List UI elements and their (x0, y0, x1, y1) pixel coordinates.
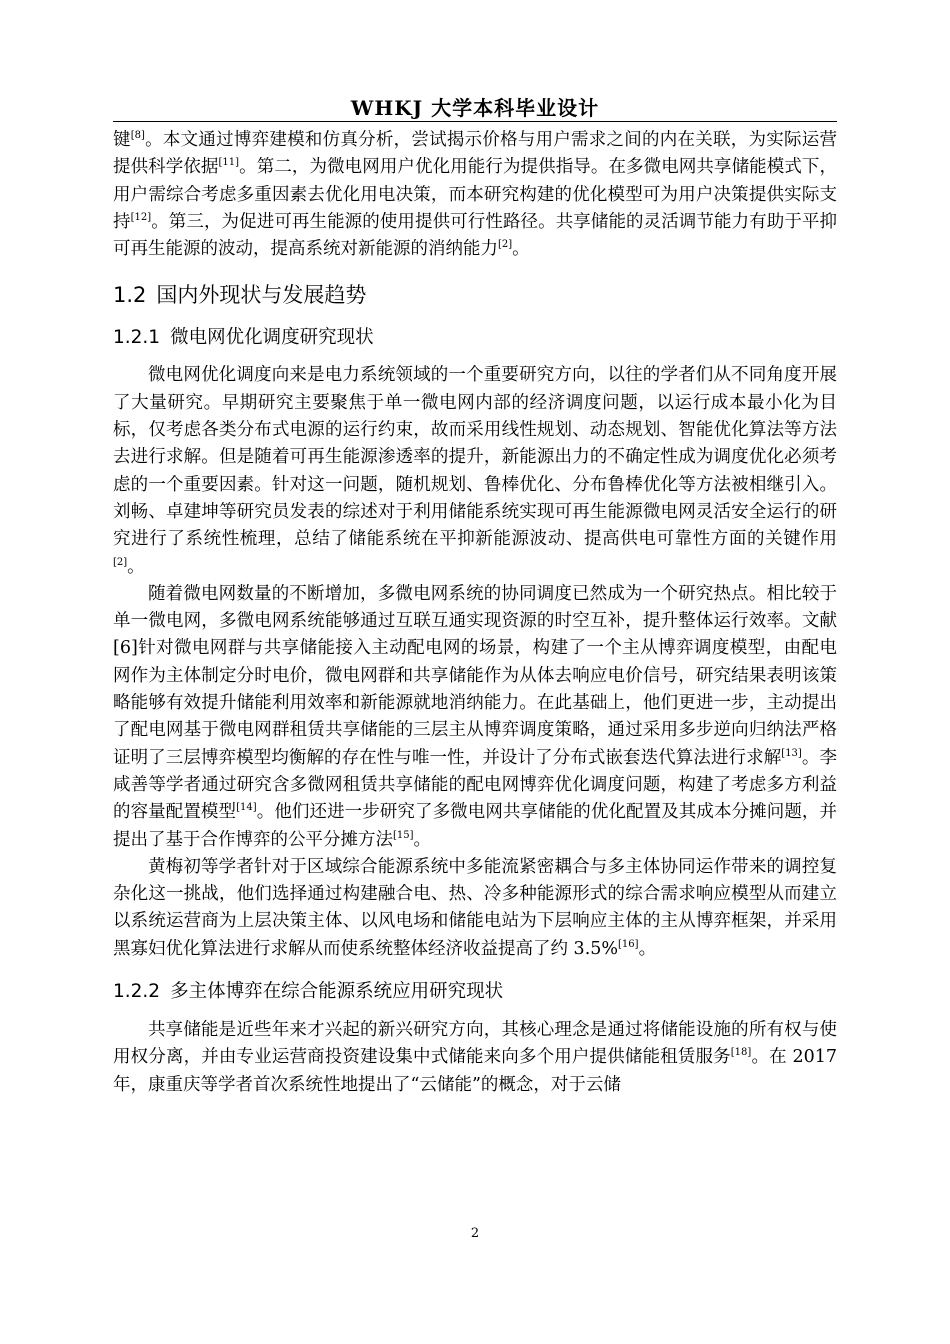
subsection-title: 多主体博弈在综合能源系统应用研究现状 (170, 981, 504, 1003)
text-run: 。他们还进一步研究了多微电网共享储能的优化配置及其成本分摊问题，并提出了基于合作博弈的公平分摊方法 (113, 802, 837, 850)
paragraph-integrated-energy (113, 854, 837, 963)
text-run: 。 (512, 239, 530, 260)
citation-ref: [15] (393, 829, 414, 841)
header-rule (113, 121, 837, 122)
section-number: 1.2 (113, 283, 147, 308)
page-number: 2 (470, 1226, 480, 1241)
text-run: 。李咸善等学者通过研究含多微网租赁共享储能的配电网博弈优化调度问题，构建了考虑多方利益的容量配置模型 (113, 747, 838, 823)
subsection-title: 微电网优化调度研究现状 (170, 327, 374, 349)
text-run: 微电网优化调度向来是电力系统领域的一个重要研究方向，以往的学者们从不同角度开展了大量研究。早期研究主要聚焦于单一微电网内部的经济调度问题，以运行成本最小化为目标，仅考虑各类分布式电源的运行约束，故而采用线性规划、动态规划、智能优化算法等方法去进行求解。但是随着可再生能源渗透率的提升，新能源出力的不确定性成为调度优化必须考虑的一个重要因素。针对这一问题，随机规划、鲁棒优化、分布鲁棒优化等方法被相继引入。刘畅、卓建坤等研究员发表的综述对于利用储能系统实现可再生能源微电网灵活安全运行的研究进行了系统性梳理，总结了储能系统在平抑新能源波动、提高供电可靠性方面的关键作用 (113, 365, 837, 550)
citation-ref: [2] (498, 239, 513, 251)
citation-ref: [11] (218, 157, 240, 169)
subsection-number: 1.2.2 (113, 981, 161, 1003)
text-run: 。在 2017 年，康重庆等学者首次系统性地提出了“云储能”的概念，对于云储 (113, 1047, 837, 1095)
text-run: 共享储能是近些年来才兴起的新兴研究方向，其核心理念是通过将储能设施的所有权与使用权分离，并由专业运营商投资建设集中式储能来向多个用户提供储能租赁服务 (113, 1020, 837, 1068)
paragraph-intro-continuation (113, 127, 837, 263)
text-run: 。本文通过博弈建模和仿真分析，尝试揭示价格与用户需求之间的内在关联，为实际运营提供科学依据 (113, 130, 838, 178)
subsection-heading-1-2-2 (113, 977, 837, 1003)
subsection-number: 1.2.1 (113, 327, 161, 349)
citation-ref: [13] (781, 747, 802, 759)
citation-ref: [16] (618, 938, 639, 950)
citation-ref: [14] (236, 802, 257, 814)
citation-ref: [8] (130, 130, 145, 141)
paragraph-microgrid-scheduling (113, 362, 837, 580)
paragraph-multi-microgrid (113, 581, 837, 854)
text-run: 。第三，为促进可再生能源的使用提供可行性路径。共享储能的灵活调节能力有助于平抑可再生能源的波动，提高系统对新能源的消纳能力 (113, 211, 838, 260)
text-run: 黄梅初等学者针对于区域综合能源系统中多能流紧密耦合与多主体协同运作带来的调控复杂化这一挑战，他们选择通过构建融合电、热、冷多种能源形式的综合需求响应模型从而建立以系统运营商为上层决策主体、以风电场和储能电站为下层响应主体的主从博弈框架，并采用黑寡妇优化算法进行求解从而使系统整体经济收益提高了约 3.5% (113, 856, 837, 959)
subsection-heading-1-2-1 (113, 323, 837, 349)
text-run: 。 (127, 556, 145, 577)
paragraph-shared-storage (113, 1017, 837, 1099)
page-body (113, 127, 837, 1099)
citation-ref: [18] (730, 1047, 752, 1059)
citation-ref: [12] (130, 211, 152, 223)
page-header: WHKJ 大学本科毕业设计 (350, 96, 600, 120)
section-heading-1-2 (113, 279, 837, 309)
text-run: 。第二，为微电网用户优化用能行为提供指导。在多微电网共享储能模式下，用户需综合考虑多重因素去优化用电决策，而本研究构建的优化模型可为用户决策提供实际支持 (113, 157, 838, 232)
text-run: 。 (413, 829, 432, 850)
citation-ref: [2] (113, 556, 128, 568)
text-run: 随着微电网数量的不断增加，多微电网系统的协同调度已然成为一个研究热点。相比较于单一微电网，多微电网系统能够通过互联互通实现资源的时空互补，提升整体运行效率。文献[6]针对微电网群与共享储能接入主动配电网的场景，构建了一个主从博弈调度模型，由配电网作为主体制定分时电价，微电网群和共享储能作为从体去响应电价信号，研究结果表明该策略能够有效提升储能利用效率和新能源就地消纳能力。在此基础上，他们更进一步，主动提出了配电网基于微电网群租赁共享储能的三层主从博弈调度策略，通过采用多步逆向归纳法严格证明了三层博弈模型均衡解的存在性与唯一性，并设计了分布式嵌套迭代算法进行求解 (113, 583, 837, 768)
text-run: 键 (113, 130, 131, 150)
text-run: 。 (638, 938, 657, 959)
section-title: 国内外现状与发展趋势 (156, 283, 367, 308)
